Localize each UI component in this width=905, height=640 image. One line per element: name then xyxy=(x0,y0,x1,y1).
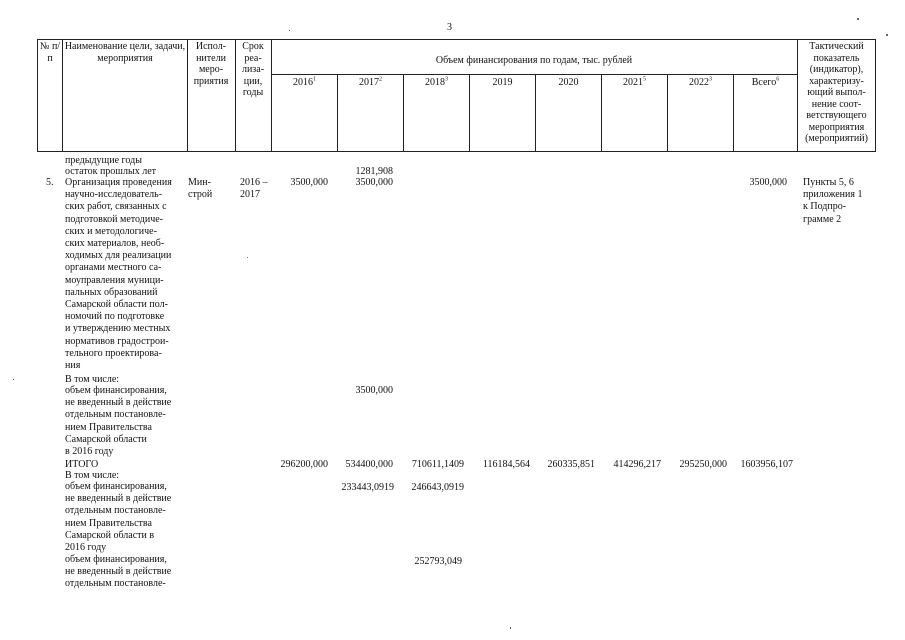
including-label-1: В том числе: xyxy=(65,374,120,385)
including-label-2: В том числе: xyxy=(65,470,120,481)
not-enacted-3-line: отдельным постановле- xyxy=(65,578,166,590)
item5-name-line: пальных образований xyxy=(65,286,158,298)
not-enacted-3-line: не введенный в действие xyxy=(65,566,172,578)
item5-name-line: ских и методологиче- xyxy=(65,225,157,237)
not-enacted-1-line: не введенный в действие xyxy=(65,397,172,409)
year-2017: 2017$^2$ xyxy=(359,76,382,88)
table-header xyxy=(37,39,876,152)
item5-indicator-line: к Подпро- xyxy=(803,201,847,213)
year-2019: 2019 xyxy=(492,77,513,88)
year-2021: 2021$^5$ xyxy=(623,76,646,88)
item5-name-line: Организация проведения xyxy=(65,177,172,188)
year-2016: 2016$^1$ xyxy=(293,76,316,88)
not-enacted-2-line: не введенный в действие xyxy=(65,493,172,505)
remainder-label: остаток прошлых лет xyxy=(65,166,157,177)
total-2019: 116184,564 xyxy=(482,459,530,470)
item5-name-line: моуправления муници- xyxy=(65,274,164,286)
not-enacted-2-line: 2016 году xyxy=(65,542,107,553)
item5-name-line: ских работ, связанных с xyxy=(65,201,167,213)
scan-speck xyxy=(247,257,248,258)
year-total: Всего$^6$ xyxy=(751,76,780,88)
not-enacted-2-line: отдельным постановле- xyxy=(65,505,166,517)
not-enacted-2-2018: 246643,0919 xyxy=(411,482,464,493)
scan-speck xyxy=(510,627,511,629)
prev-years-label: предыдущие годы xyxy=(65,155,142,166)
scan-speck xyxy=(886,34,888,36)
item5-indicator-line: Пункты 5, 6 xyxy=(803,177,854,188)
page-number: 3 xyxy=(447,22,452,33)
item5-name-line: ния xyxy=(65,360,81,371)
item5-name-line: и утверждению местных xyxy=(65,323,171,335)
not-enacted-3-line: объем финансирования, xyxy=(65,554,167,565)
item5-name-line: научно-исследователь- xyxy=(65,189,163,201)
item5-executor-line: строй xyxy=(188,189,213,201)
header-term: Срок реа-лиза-ции, годы xyxy=(241,41,265,98)
item5-name-line: органами местного са- xyxy=(65,262,162,274)
item5-indicator-line: грамме 2 xyxy=(803,213,842,225)
total-2018: 710611,1409 xyxy=(411,459,464,470)
remainder-2017: 1281,908 xyxy=(355,166,393,177)
not-enacted-1-line: Самарской области xyxy=(65,433,147,445)
not-enacted-2-line: Самарской области в xyxy=(65,529,155,541)
not-enacted-1-line: нием Правительства xyxy=(65,421,152,433)
year-2018: 2018$^3$ xyxy=(425,76,448,88)
not-enacted-1-line: в 2016 году xyxy=(65,446,114,457)
header-indicator: Тактический показатель (индикатор), характеризу-ющий выпол-нение соот-ветствующего мероприятия (мероприятий) xyxy=(805,41,868,144)
total-2020: 260335,851 xyxy=(547,459,595,470)
item5-executor-line: Мин- xyxy=(188,177,211,188)
item5-term-line: 2017 xyxy=(240,189,260,201)
total-all: 1603956,107 xyxy=(740,459,793,470)
item5-term-line: 2016 – xyxy=(240,177,268,188)
item5-name-line: ходимых для реализации xyxy=(65,250,172,262)
item5-name-line: тельного проектирова- xyxy=(65,347,162,359)
item5-2017: 3500,000 xyxy=(355,177,393,188)
not-enacted-1-line: объем финансирования, xyxy=(65,385,167,396)
item5-name-line: Самарской области пол- xyxy=(65,299,168,310)
header-name: Наименование цели, задачи, мероприятия xyxy=(64,41,186,64)
not-enacted-2-2017: 233443,0919 xyxy=(341,482,394,493)
item5-name-line: номочий по подготовке xyxy=(65,311,165,323)
total-2022: 295250,000 xyxy=(679,459,727,470)
header-financing: Объем финансирования по годам, тыс. рублей xyxy=(435,55,633,66)
not-enacted-1-2017: 3500,000 xyxy=(355,385,393,396)
item5-number: 5. xyxy=(46,177,54,188)
item5-name-line: нормативов градострои- xyxy=(65,335,169,347)
not-enacted-2-line: нием Правительства xyxy=(65,517,152,529)
item5-2016: 3500,000 xyxy=(290,177,328,188)
total-2016: 296200,000 xyxy=(280,459,328,470)
total-2017: 534400,000 xyxy=(345,459,393,470)
year-2020: 2020 xyxy=(558,77,579,88)
year-2022: 2022$^3$ xyxy=(689,76,712,88)
item5-indicator-line: приложения 1 xyxy=(803,189,863,201)
not-enacted-3-2018: 252793,049 xyxy=(414,556,462,567)
scan-speck xyxy=(857,18,859,20)
header-executor: Испол-нители меро-приятия xyxy=(193,41,229,87)
item5-total: 3500,000 xyxy=(749,177,787,188)
item5-name-line: подготовкой методиче- xyxy=(65,213,163,225)
scan-speck xyxy=(289,30,290,31)
item5-name-line: ских материалов, необ- xyxy=(65,238,165,249)
not-enacted-1-line: отдельным постановле- xyxy=(65,409,166,421)
not-enacted-2-line: объем финансирования, xyxy=(65,481,167,492)
header-number: № п/п xyxy=(39,41,61,64)
total-label: ИТОГО xyxy=(65,459,99,470)
scan-speck xyxy=(13,379,14,380)
total-2021: 414296,217 xyxy=(613,459,661,470)
